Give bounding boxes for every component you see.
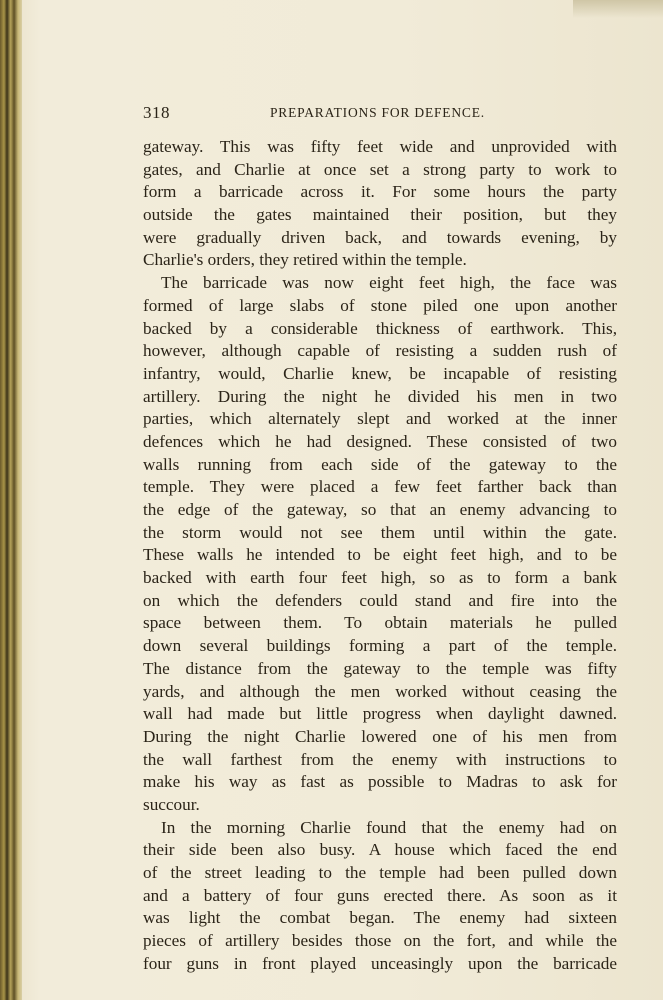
text-line: their side been also busy. A house which faced the end <box>143 840 617 860</box>
text-line: succour. <box>143 794 200 814</box>
text-line: four guns in front played unceasingly upon the barricade <box>143 953 617 973</box>
text-line: backed by a considerable thickness of earthwork. This, <box>143 318 617 338</box>
text-line: artillery. During the night he divided his men in two <box>143 386 617 406</box>
text-line: formed of large slabs of stone piled one upon another <box>143 295 617 315</box>
text-line: Charlie's orders, they retired within the temple. <box>143 250 467 270</box>
text-line: infantry, would, Charlie knew, be incapable of resisting <box>143 363 617 383</box>
text-line: on which the defenders could stand and fire into the <box>143 590 617 610</box>
text-line: make his way as fast as possible to Madras to ask for <box>143 772 617 792</box>
text-line: defences which he had designed. These consisted of two <box>143 431 617 451</box>
text-line: The distance from the gateway to the temple was fifty <box>143 658 617 678</box>
text-line: however, although capable of resisting a sudden rush of <box>143 341 617 361</box>
text-line: form a barricade across it. For some hours the party <box>143 182 617 202</box>
text-line: backed with earth four feet high, so as to form a bank <box>143 568 617 588</box>
text-line: space between them. To obtain materials he pulled <box>143 613 617 633</box>
page-header <box>143 103 617 123</box>
text-line: were gradually driven back, and towards evening, by <box>143 227 617 247</box>
page-shadow <box>573 0 663 18</box>
text-line: temple. They were placed a few feet farther back than <box>143 477 617 497</box>
text-line: parties, which alternately slept and worked at the inner <box>143 409 617 429</box>
text-line: was light the combat began. The enemy had sixteen <box>143 908 617 928</box>
running-title: PREPARATIONS FOR DEFENCE. <box>270 105 485 120</box>
text-line: of the street leading to the temple had been pulled down <box>143 863 617 882</box>
text-line: yards, and although the men worked without ceasing the <box>143 681 617 701</box>
text-line: During the night Charlie lowered one of his men from <box>143 726 617 746</box>
page-number: 318 <box>143 103 170 122</box>
text-line: In the morning Charlie found that the enemy had on <box>161 817 617 837</box>
text-line: wall had made but little progress when daylight dawned. <box>143 704 617 724</box>
text-line: pieces of artillery besides those on the fort, and while the <box>143 931 617 951</box>
text-line: gateway. This was fifty feet wide and unprovided with <box>143 137 617 156</box>
text-line: the storm would not see them until within the gate. <box>143 522 617 542</box>
text-line: walls running from each side of the gateway to the <box>143 454 617 474</box>
text-line: gates, and Charlie at once set a strong party to work to <box>143 159 617 179</box>
text-line: These walls he intended to be eight feet high, and to be <box>143 545 617 565</box>
text-line: The barricade was now eight feet high, the face was <box>161 273 617 293</box>
body-text <box>143 136 617 975</box>
text-line: the wall farthest from the enemy with instructions to <box>143 749 617 769</box>
text-line: down several buildings forming a part of the temple. <box>143 636 617 656</box>
text-line: outside the gates maintained their position, but they <box>143 205 617 225</box>
text-line: and a battery of four guns erected there. As soon as it <box>143 885 617 905</box>
text-line: the edge of the gateway, so that an enemy advancing to <box>143 500 617 519</box>
book-spine-edge <box>0 0 22 1000</box>
